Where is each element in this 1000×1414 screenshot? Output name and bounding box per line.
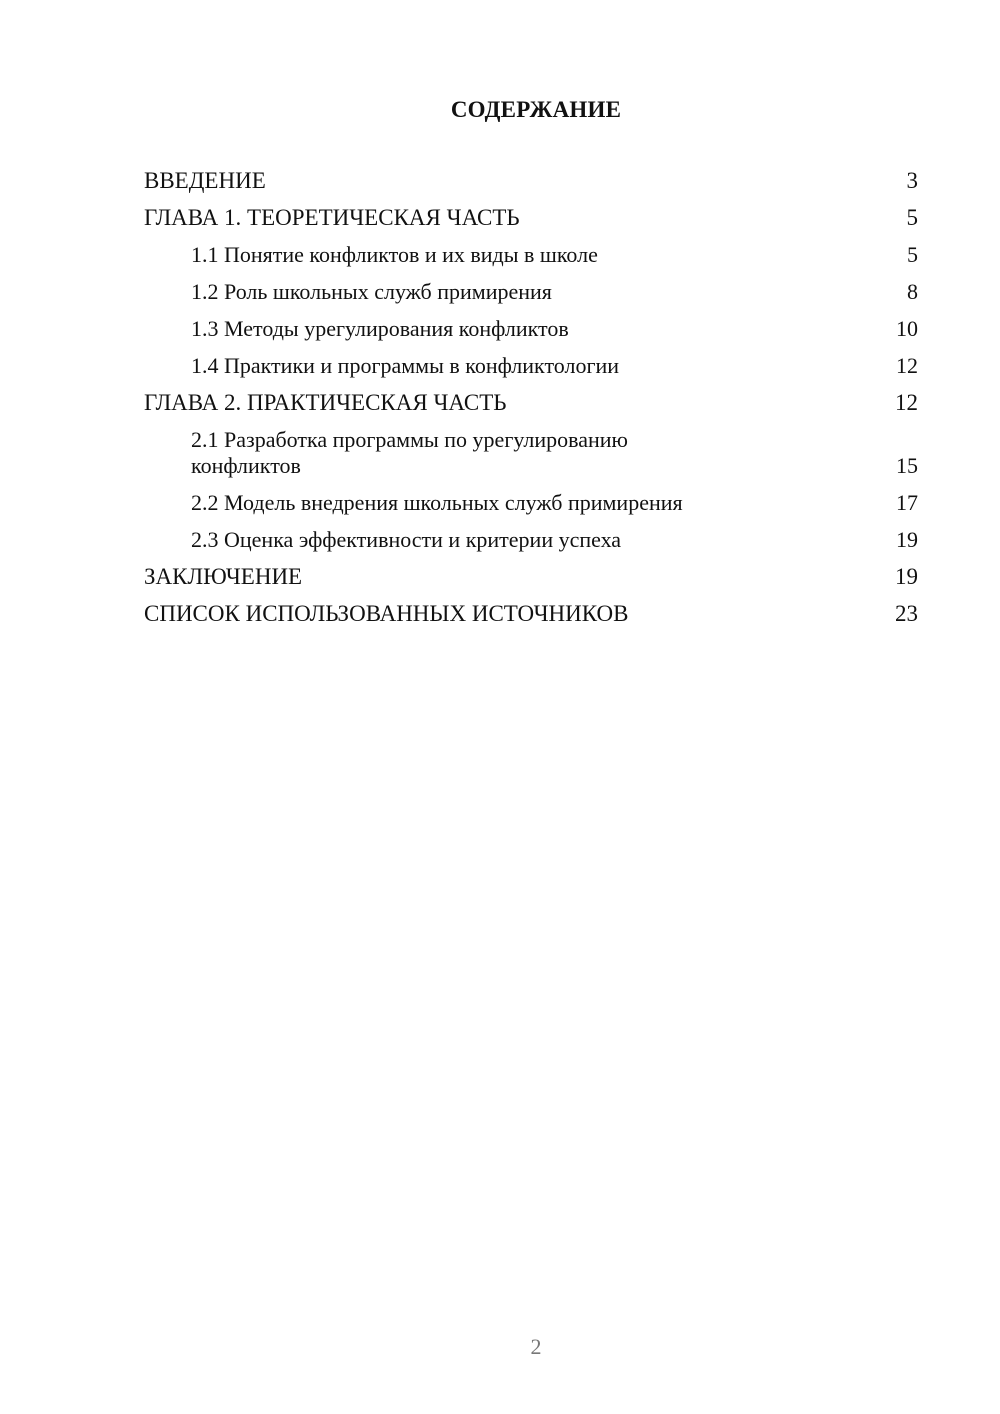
- toc-entry-page: 19: [896, 527, 918, 552]
- toc-entry-section-1-2[interactable]: [144, 279, 918, 305]
- toc-entry-page: 10: [896, 316, 918, 341]
- toc-entry-page: 8: [907, 279, 918, 304]
- toc-entry-label: ЗАКЛЮЧЕНИЕ: [144, 564, 303, 589]
- toc-entry-label: 2.1 Разработка программы по урегулированию конфликтов: [191, 427, 628, 478]
- toc-entry-label: СПИСОК ИСПОЛЬЗОВАННЫХ ИСТОЧНИКОВ: [144, 601, 629, 626]
- toc-entry-section-1-4[interactable]: [144, 353, 918, 379]
- toc-entry-chapter-2[interactable]: [144, 390, 918, 416]
- toc-entry-references[interactable]: [144, 601, 918, 627]
- toc-entry-page: 12: [896, 353, 918, 378]
- table-of-contents: [144, 168, 918, 638]
- toc-entry-label: ГЛАВА 2. ПРАКТИЧЕСКАЯ ЧАСТЬ: [144, 390, 507, 415]
- toc-entry-label: 1.3 Методы урегулирования конфликтов: [191, 316, 569, 341]
- toc-entry-page: 15: [896, 453, 918, 478]
- toc-entry-introduction[interactable]: [144, 168, 918, 194]
- toc-entry-page: 5: [907, 242, 918, 267]
- toc-entry-page: 5: [906, 205, 918, 230]
- toc-entry-page: 3: [906, 168, 918, 193]
- toc-entry-page: 23: [895, 601, 918, 626]
- toc-entry-page: 12: [895, 390, 918, 415]
- toc-entry-page: 17: [896, 490, 918, 515]
- toc-entry-label: 1.4 Практики и программы в конфликтологии: [191, 353, 620, 378]
- toc-entry-section-1-1[interactable]: [144, 242, 918, 268]
- toc-entry-label: 2.3 Оценка эффективности и критерии успеха: [191, 527, 622, 552]
- toc-entry-section-2-2[interactable]: [144, 490, 918, 516]
- toc-entry-section-2-1[interactable]: [144, 427, 918, 479]
- toc-entry-label: 2.2 Модель внедрения школьных служб примирения: [191, 490, 683, 515]
- toc-title: СОДЕРЖАНИЕ: [450, 97, 622, 122]
- toc-entry-label: 1.1 Понятие конфликтов и их виды в школе: [191, 242, 598, 267]
- page-number: 2: [530, 1334, 542, 1359]
- toc-entry-section-1-3[interactable]: [144, 316, 918, 342]
- toc-entry-section-2-3[interactable]: [144, 527, 918, 553]
- toc-entry-label: ГЛАВА 1. ТЕОРЕТИЧЕСКАЯ ЧАСТЬ: [144, 205, 520, 230]
- toc-entry-label: 1.2 Роль школьных служб примирения: [191, 279, 552, 304]
- toc-entry-page: 19: [895, 564, 918, 589]
- toc-entry-conclusion[interactable]: [144, 564, 918, 590]
- toc-entry-label: ВВЕДЕНИЕ: [144, 168, 266, 193]
- toc-entry-chapter-1[interactable]: [144, 205, 918, 231]
